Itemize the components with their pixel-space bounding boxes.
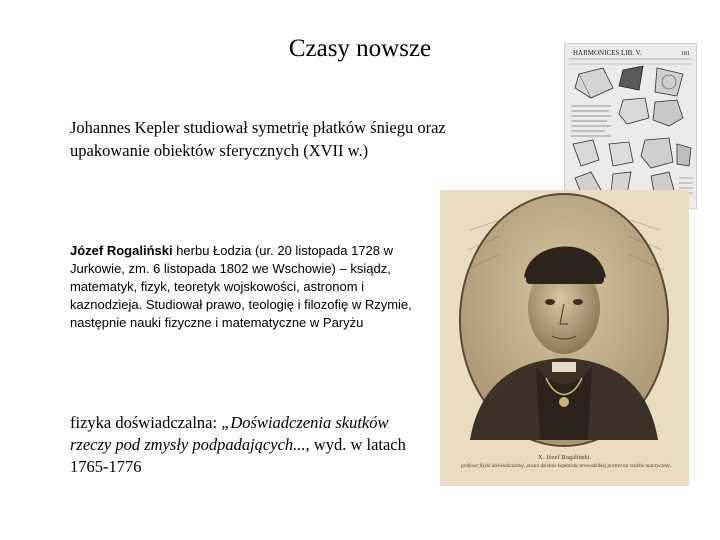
fizyka-title: „Doświadczenia skutków rzeczy pod zmysły podpadających... [70,413,389,454]
fizyka-suffix: , wyd. w latach 1765-1776 [70,435,406,476]
portrait-engraving [440,190,689,486]
rogalinski-paragraph [70,242,430,332]
book-page-drawing [565,44,696,208]
fizyka-paragraph [70,412,430,478]
portrait-caption-text: profesor fizyki doświadczalnej, pisarz dzieław kapłańsky prowadzikiej portret na rzędzie autorycznej. [460,463,672,469]
portrait-drawing [440,190,689,486]
book-page-number: 181 [681,51,690,57]
rogalinski-name: Józef Rogaliński [70,243,173,258]
kepler-paragraph: Johannes Kepler studiował symetrię płatków śniegu oraz upakowanie obiektów sferycznych (XVII w.) [70,118,446,160]
rogalinski-bio: herbu Łodzia (ur. 20 listopada 1728 w Jurkowie, zm. 6 listopada 1802 we Wschowie) – ksiądz, matematyk, fizyk, teoretyk wojskowości, astronom i kaznodzieja. Studiował prawo, teologię i filozofię w Rzymie, następnie nauki fizyczne i matematyczne w Paryżu [70,243,412,330]
fizyka-prefix: fizyka doświadczalna: [70,413,222,432]
book-header: HARMONICES LIB. V. [573,49,642,57]
portrait-caption-name: X. Józef Rogaliński. [537,454,592,461]
book-page-image [564,43,697,209]
slide-title: Czasy nowsze [288,35,432,62]
